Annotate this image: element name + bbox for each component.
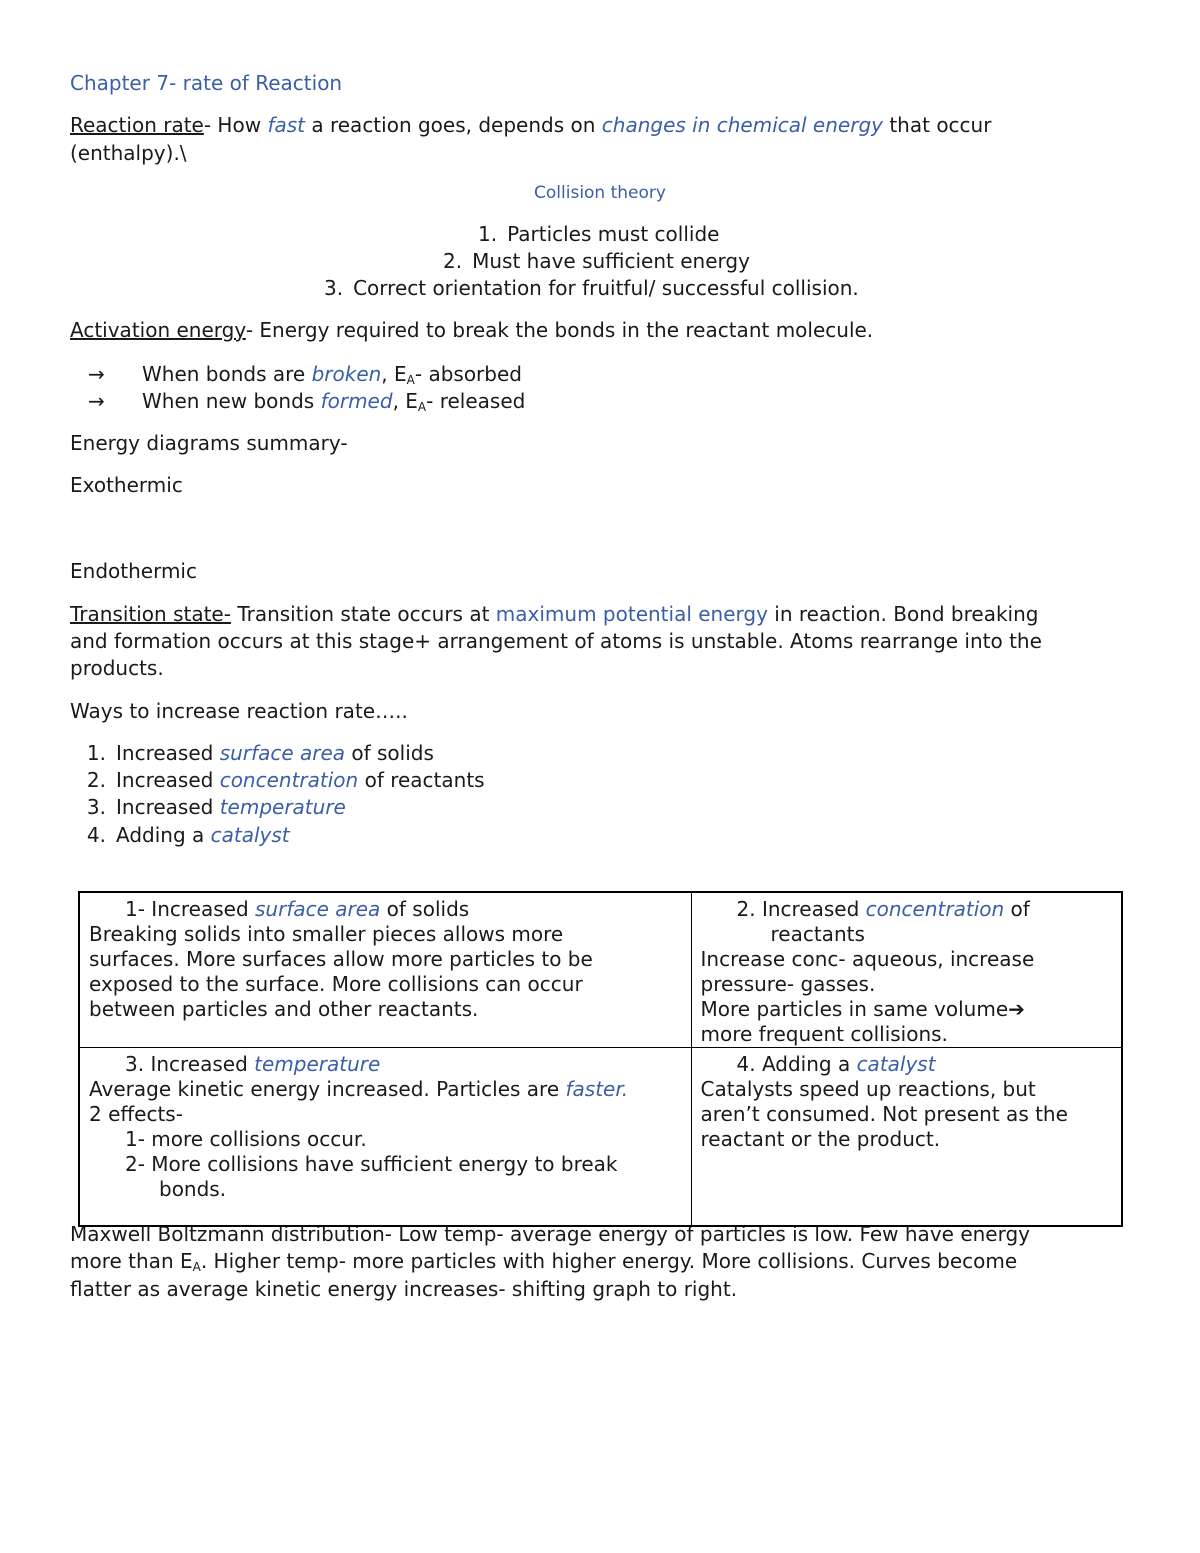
- text-span: 2. Increased: [736, 897, 866, 921]
- collision-item: [478, 222, 719, 246]
- subscript: A: [417, 400, 427, 414]
- transition-state-line: [70, 602, 1038, 626]
- cell-text: Increase conc- aqueous, increase: [700, 947, 1035, 971]
- cell-heading-cont: reactants: [770, 922, 865, 946]
- text-span: of reactants: [358, 768, 485, 792]
- text-span: Average kinetic energy increased. Particles are: [89, 1077, 566, 1101]
- cell-text: surfaces. More surfaces allow more particles to be: [89, 947, 593, 971]
- highlight: faster.: [565, 1077, 629, 1101]
- cell-text: reactant or the product.: [700, 1127, 941, 1151]
- highlight: broken: [311, 362, 382, 386]
- highlight: concentration: [865, 897, 1005, 921]
- bullet-item: [70, 389, 525, 419]
- collision-item: [443, 249, 750, 273]
- transition-state-term: Transition state-: [70, 602, 231, 626]
- text-span: 4. Adding a: [736, 1052, 857, 1076]
- highlight: temperature: [254, 1052, 381, 1076]
- cell-text: 2 effects-: [89, 1102, 183, 1126]
- highlight-fast: fast: [267, 113, 305, 137]
- cell-text: Breaking solids into smaller pieces allows more: [89, 922, 564, 946]
- energy-diagrams-summary: Energy diagrams summary-: [70, 431, 348, 455]
- reaction-rate-term: Reaction rate: [70, 113, 204, 137]
- highlight: temperature: [219, 795, 346, 819]
- table-cell-surface-area: [79, 892, 691, 1048]
- text-span: - absorbed: [414, 362, 522, 386]
- reaction-rate-line: [70, 113, 991, 137]
- sub-item: 2- More collisions have sufficient energy to break: [125, 1152, 618, 1176]
- maxwell-line2: [70, 1249, 1017, 1279]
- collision-theory-heading: Collision theory: [534, 183, 666, 203]
- text-span: Increased: [116, 741, 220, 765]
- highlight: concentration: [219, 768, 359, 792]
- ways-item: [70, 823, 290, 847]
- item-number: 1.: [478, 222, 498, 246]
- cell-text: between particles and other reactants.: [89, 997, 479, 1021]
- ways-item: [70, 795, 346, 819]
- chapter-title: Chapter 7- rate of Reaction: [70, 71, 343, 95]
- highlight-changes: changes in chemical energy: [601, 113, 883, 137]
- collision-item: [324, 276, 859, 300]
- activation-energy-line: [70, 318, 873, 342]
- table-row: [79, 1048, 1122, 1226]
- text-span: Increased: [116, 768, 220, 792]
- text-span: , E: [392, 389, 418, 413]
- subscript: A: [406, 373, 415, 387]
- item-number: 2.: [443, 249, 463, 273]
- item-number: 1.: [86, 741, 106, 765]
- item-text: Must have sufficient energy: [472, 249, 750, 273]
- cell-text: exposed to the surface. More collisions can occur: [89, 972, 583, 996]
- exothermic-label: Exothermic: [70, 473, 183, 497]
- activation-energy-term: Activation energy: [70, 318, 246, 342]
- text-span: , E: [381, 362, 407, 386]
- table-cell-catalyst: [691, 1048, 1122, 1226]
- transition-state-line3: products.: [70, 656, 164, 680]
- highlight: catalyst: [856, 1052, 936, 1076]
- cell-text: [89, 1077, 682, 1102]
- cell-heading: [89, 897, 682, 922]
- methods-table: [78, 891, 1123, 1227]
- text-span: in reaction. Bond breaking: [767, 602, 1039, 626]
- item-number: 3.: [86, 795, 106, 819]
- maxwell-line1: Maxwell Boltzmann distribution- Low temp- average energy of particles is low. Few have energy: [70, 1222, 1030, 1246]
- text-span: of solids: [345, 741, 434, 765]
- text-span: a reaction goes, depends on: [305, 113, 602, 137]
- maxwell-line3: flatter as average kinetic energy increases- shifting graph to right.: [70, 1277, 738, 1301]
- endothermic-label: Endothermic: [70, 559, 197, 583]
- cell-heading: [701, 1052, 1113, 1077]
- text-span: When bonds are: [142, 362, 312, 386]
- ways-item: [70, 768, 485, 792]
- cell-text: pressure- gasses.: [700, 972, 876, 996]
- text-span: - Energy required to break the bonds in the reactant molecule.: [245, 318, 874, 342]
- text-span: Increased: [116, 795, 220, 819]
- sub-item-cont: bonds.: [159, 1177, 227, 1201]
- reaction-rate-line2: (enthalpy).\: [70, 141, 187, 165]
- cell-heading: [701, 897, 1113, 922]
- ways-item: [70, 741, 434, 765]
- highlight: maximum potential energy: [495, 602, 768, 626]
- text-span: that occur: [882, 113, 992, 137]
- text-span: of solids: [380, 897, 470, 921]
- text-span: 3. Increased: [125, 1052, 255, 1076]
- text-span: of: [1004, 897, 1030, 921]
- item-text: Particles must collide: [507, 222, 720, 246]
- highlight: surface area: [219, 741, 346, 765]
- text-span: Adding a: [116, 823, 211, 847]
- cell-heading: [89, 1052, 682, 1077]
- text-span: When new bonds: [142, 389, 321, 413]
- ways-heading: Ways to increase reaction rate…..: [70, 699, 408, 723]
- bullet-item: [70, 362, 522, 392]
- highlight: surface area: [255, 897, 381, 921]
- text-span: - How: [203, 113, 268, 137]
- cell-text: more frequent collisions.: [700, 1022, 948, 1046]
- arrow-icon: →: [88, 389, 105, 413]
- text-span: Transition state occurs at: [230, 602, 496, 626]
- text-span: 1- Increased: [125, 897, 255, 921]
- sub-item: 1- more collisions occur.: [125, 1127, 367, 1151]
- text-span: . Higher temp- more particles with higher energy. More collisions. Curves become: [200, 1249, 1018, 1273]
- cell-text: aren’t consumed. Not present as the: [700, 1102, 1068, 1126]
- highlight: formed: [320, 389, 393, 413]
- table-row: [79, 892, 1122, 1048]
- text-span: more than E: [70, 1249, 193, 1273]
- arrow-icon: →: [88, 362, 105, 386]
- text-span: - released: [426, 389, 526, 413]
- table-cell-concentration: [691, 892, 1122, 1048]
- cell-text: Catalysts speed up reactions, but: [700, 1077, 1036, 1101]
- item-text: Correct orientation for fruitful/ successful collision.: [353, 276, 859, 300]
- item-number: 2.: [86, 768, 106, 792]
- subscript: A: [192, 1260, 201, 1274]
- highlight: catalyst: [210, 823, 290, 847]
- item-number: 4.: [86, 823, 106, 847]
- transition-state-line2: and formation occurs at this stage+ arrangement of atoms is unstable. Atoms rearrange into the: [70, 629, 1042, 653]
- table-cell-temperature: [79, 1048, 691, 1226]
- cell-text: More particles in same volume➔: [700, 997, 1025, 1021]
- item-number: 3.: [324, 276, 344, 300]
